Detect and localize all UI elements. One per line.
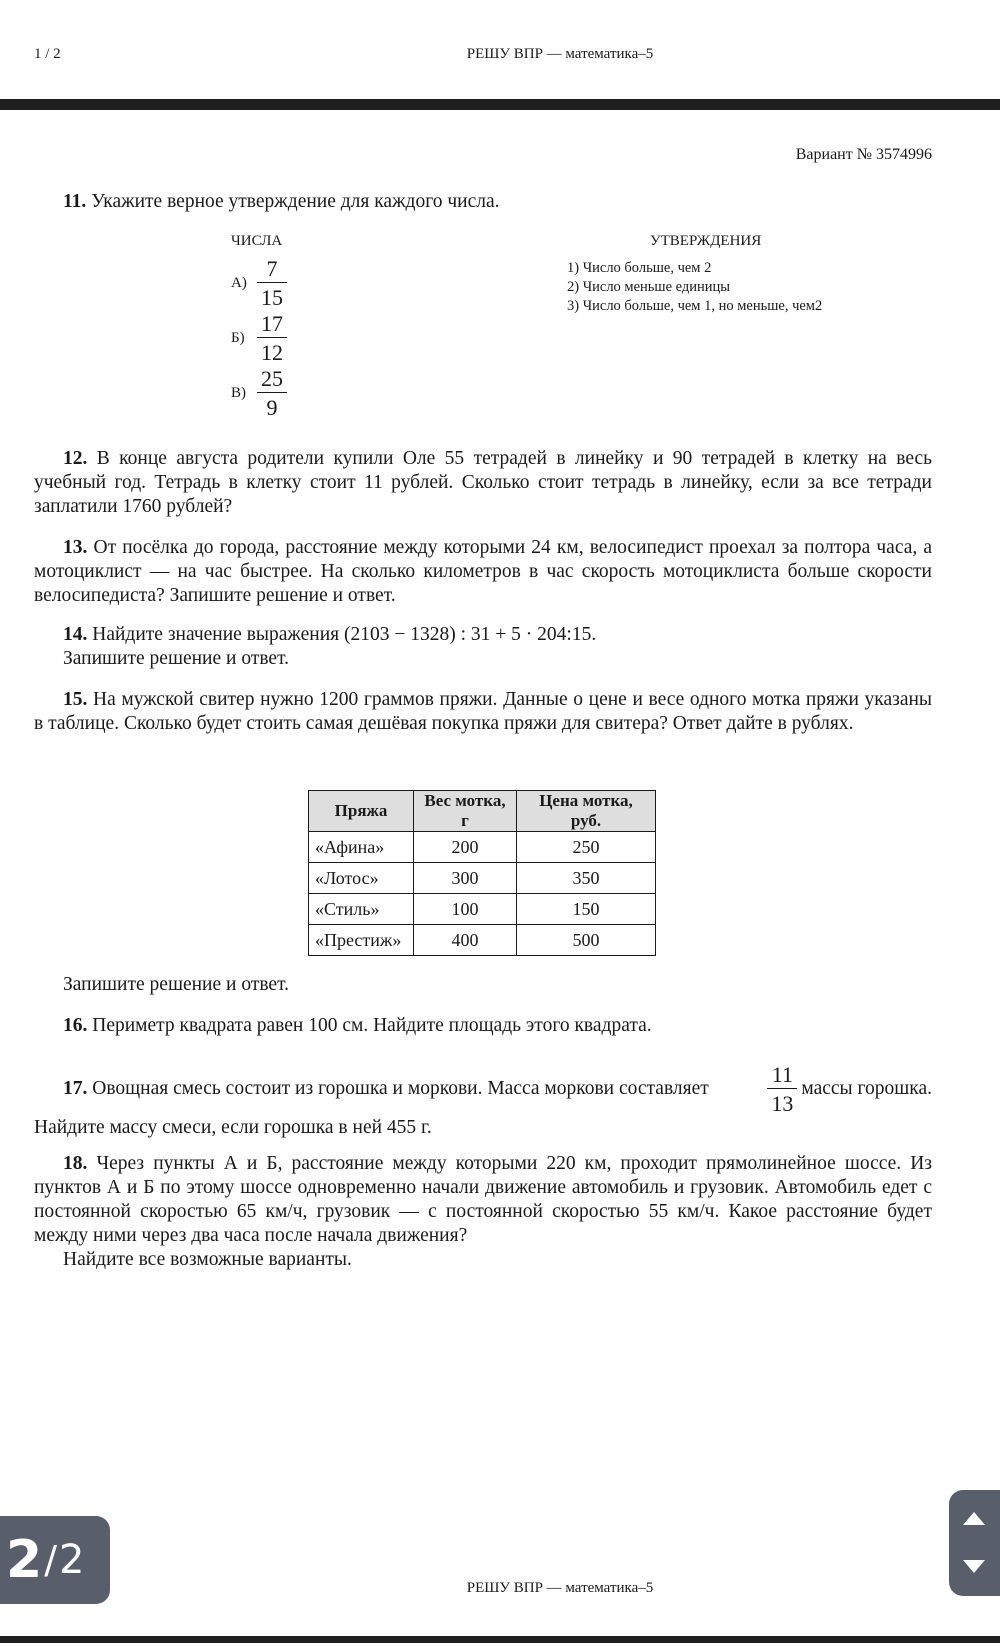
statement-1: 1) Число больше, чем 2 [567, 260, 712, 276]
fraction: $\frac{17}{12}$ [259, 311, 285, 365]
header-title: РЕШУ ВПР — математика–5 [466, 46, 654, 62]
task-number: 16. [63, 1015, 88, 1036]
fraction: $\frac{11}{13}$ [769, 1062, 795, 1116]
table-row [309, 832, 656, 863]
header-rule [0, 99, 1000, 110]
task-number: 13. [63, 537, 88, 558]
task-text-continued: Найдите массу смеси, если горошка в ней 455 г. [34, 1117, 432, 1138]
task-13 [34, 536, 932, 608]
task-text: Периметр квадрата равен 100 см. Найдите площадь этого квадрата. [92, 1015, 652, 1036]
table-cell: 150 [517, 894, 656, 925]
table-cell: «Афина» [309, 832, 414, 863]
number-item-c [231, 366, 285, 420]
number-item-a [231, 256, 285, 310]
task-11 [34, 190, 932, 214]
footer-title: РЕШУ ВПР — математика–5 [466, 1580, 654, 1596]
table-header-cell: Вес мотка, г [414, 791, 517, 832]
current-page-number: 2 [6, 1530, 43, 1590]
number-item-b [231, 311, 285, 365]
table-cell: 250 [517, 832, 656, 863]
page-scroll-control [949, 1490, 1000, 1596]
numbers-column-heading: ЧИСЛА [231, 233, 283, 249]
task-text: Укажите верное утверждение для каждого числа. [91, 191, 500, 212]
page-separator: / [44, 1538, 57, 1582]
fraction: $\frac{7}{15}$ [259, 256, 285, 310]
table-cell: «Престиж» [309, 925, 414, 956]
table-header-row [309, 791, 656, 832]
table-header-cell: Цена мотка, руб. [517, 791, 656, 832]
task-text: Овощная смесь состоит из горошка и моркови. Масса моркови составляет [92, 1078, 709, 1099]
table-cell: 100 [414, 894, 517, 925]
statement-3: 3) Число больше, чем 1, но меньше, чем2 [567, 298, 823, 314]
page-counter-header: 1 / 2 [34, 46, 61, 62]
task-number: 18. [63, 1153, 88, 1174]
task-text: На мужской свитер нужно 1200 граммов пряжи. Данные о цене и весе одного мотка пряжи указаны в таблице. Сколько будет стоить самая дешёвая покупка пряжи для свитера? Ответ дайте в рублях. [34, 689, 933, 734]
scroll-up-icon[interactable] [963, 1512, 985, 1525]
task-number: 12. [63, 448, 88, 469]
task-number: 14. [63, 624, 88, 645]
task-instruction: Запишите решение и ответ. [63, 648, 290, 669]
table-row [309, 863, 656, 894]
fraction: $\frac{25}{9}$ [259, 366, 285, 420]
task-12 [34, 447, 932, 519]
table-header-cell: Пряжа [309, 791, 414, 832]
table-row [309, 925, 656, 956]
task-text: Найдите значение выражения (2103 − 1328) : 31 + 5 · 204:15. [92, 624, 597, 645]
task-16 [34, 1014, 932, 1038]
total-pages-number: 2 [59, 1537, 85, 1583]
task-text: В конце августа родители купили Оле 55 тетрадей в линейку и 90 тетрадей в клетку на весь учебный год. Тетрадь в клетку стоит 11 рублей. Сколько стоит тетрадь в линейку, если за все тетради заплатили 1760 рублей? [34, 448, 933, 517]
variant-number: Вариант № 3574996 [795, 146, 932, 163]
task-number: 11. [63, 191, 87, 212]
item-label: В) [231, 384, 246, 401]
item-label: А) [231, 274, 247, 291]
task-15-instruction [34, 973, 932, 997]
task-text: От посёлка до города, расстояние между которыми 24 км, велосипедист проехал за полтора часа, а мотоциклист — на час быстрее. На сколько километров в час скорость мотоциклиста больше скорости велосипедиста? Запишите решение и ответ. [34, 537, 933, 606]
task-17 [34, 1062, 932, 1140]
task-text: Через пункты А и Б, расстояние между которыми 220 км, проходит прямолинейное шоссе. Из пунктов А и Б по этому шоссе одновременно начали движение автомобиль и грузовик. Автомобиль едет с постоянной скоростью 65 км/ч, грузовик — с постоянной скоростью 55 км/ч. Какое расстояние будет между ними через два часа после начала движения? [34, 1153, 932, 1246]
task-14 [34, 623, 932, 671]
table-cell: 500 [517, 925, 656, 956]
task-15 [34, 688, 932, 736]
task-instruction: Запишите решение и ответ. [63, 974, 290, 995]
table-cell: «Стиль» [309, 894, 414, 925]
table-cell: 300 [414, 863, 517, 894]
task-18 [34, 1152, 932, 1272]
task-instruction: Найдите все возможные варианты. [63, 1249, 352, 1270]
table-cell: 400 [414, 925, 517, 956]
footer-rule [0, 1636, 1000, 1643]
table-row [309, 894, 656, 925]
yarn-table [308, 790, 656, 956]
statements-column-heading: УТВЕРЖДЕНИЯ [650, 233, 762, 249]
task-number: 17. [63, 1078, 88, 1099]
table-cell: «Лотос» [309, 863, 414, 894]
table-cell: 350 [517, 863, 656, 894]
item-label: Б) [231, 329, 245, 346]
scroll-down-icon[interactable] [963, 1560, 985, 1573]
page-indicator-badge [0, 1516, 110, 1604]
task-text-end: массы горошка. [801, 1078, 932, 1099]
statement-2: 2) Число меньше единицы [567, 279, 731, 295]
task-number: 15. [63, 689, 88, 710]
table-cell: 200 [414, 832, 517, 863]
